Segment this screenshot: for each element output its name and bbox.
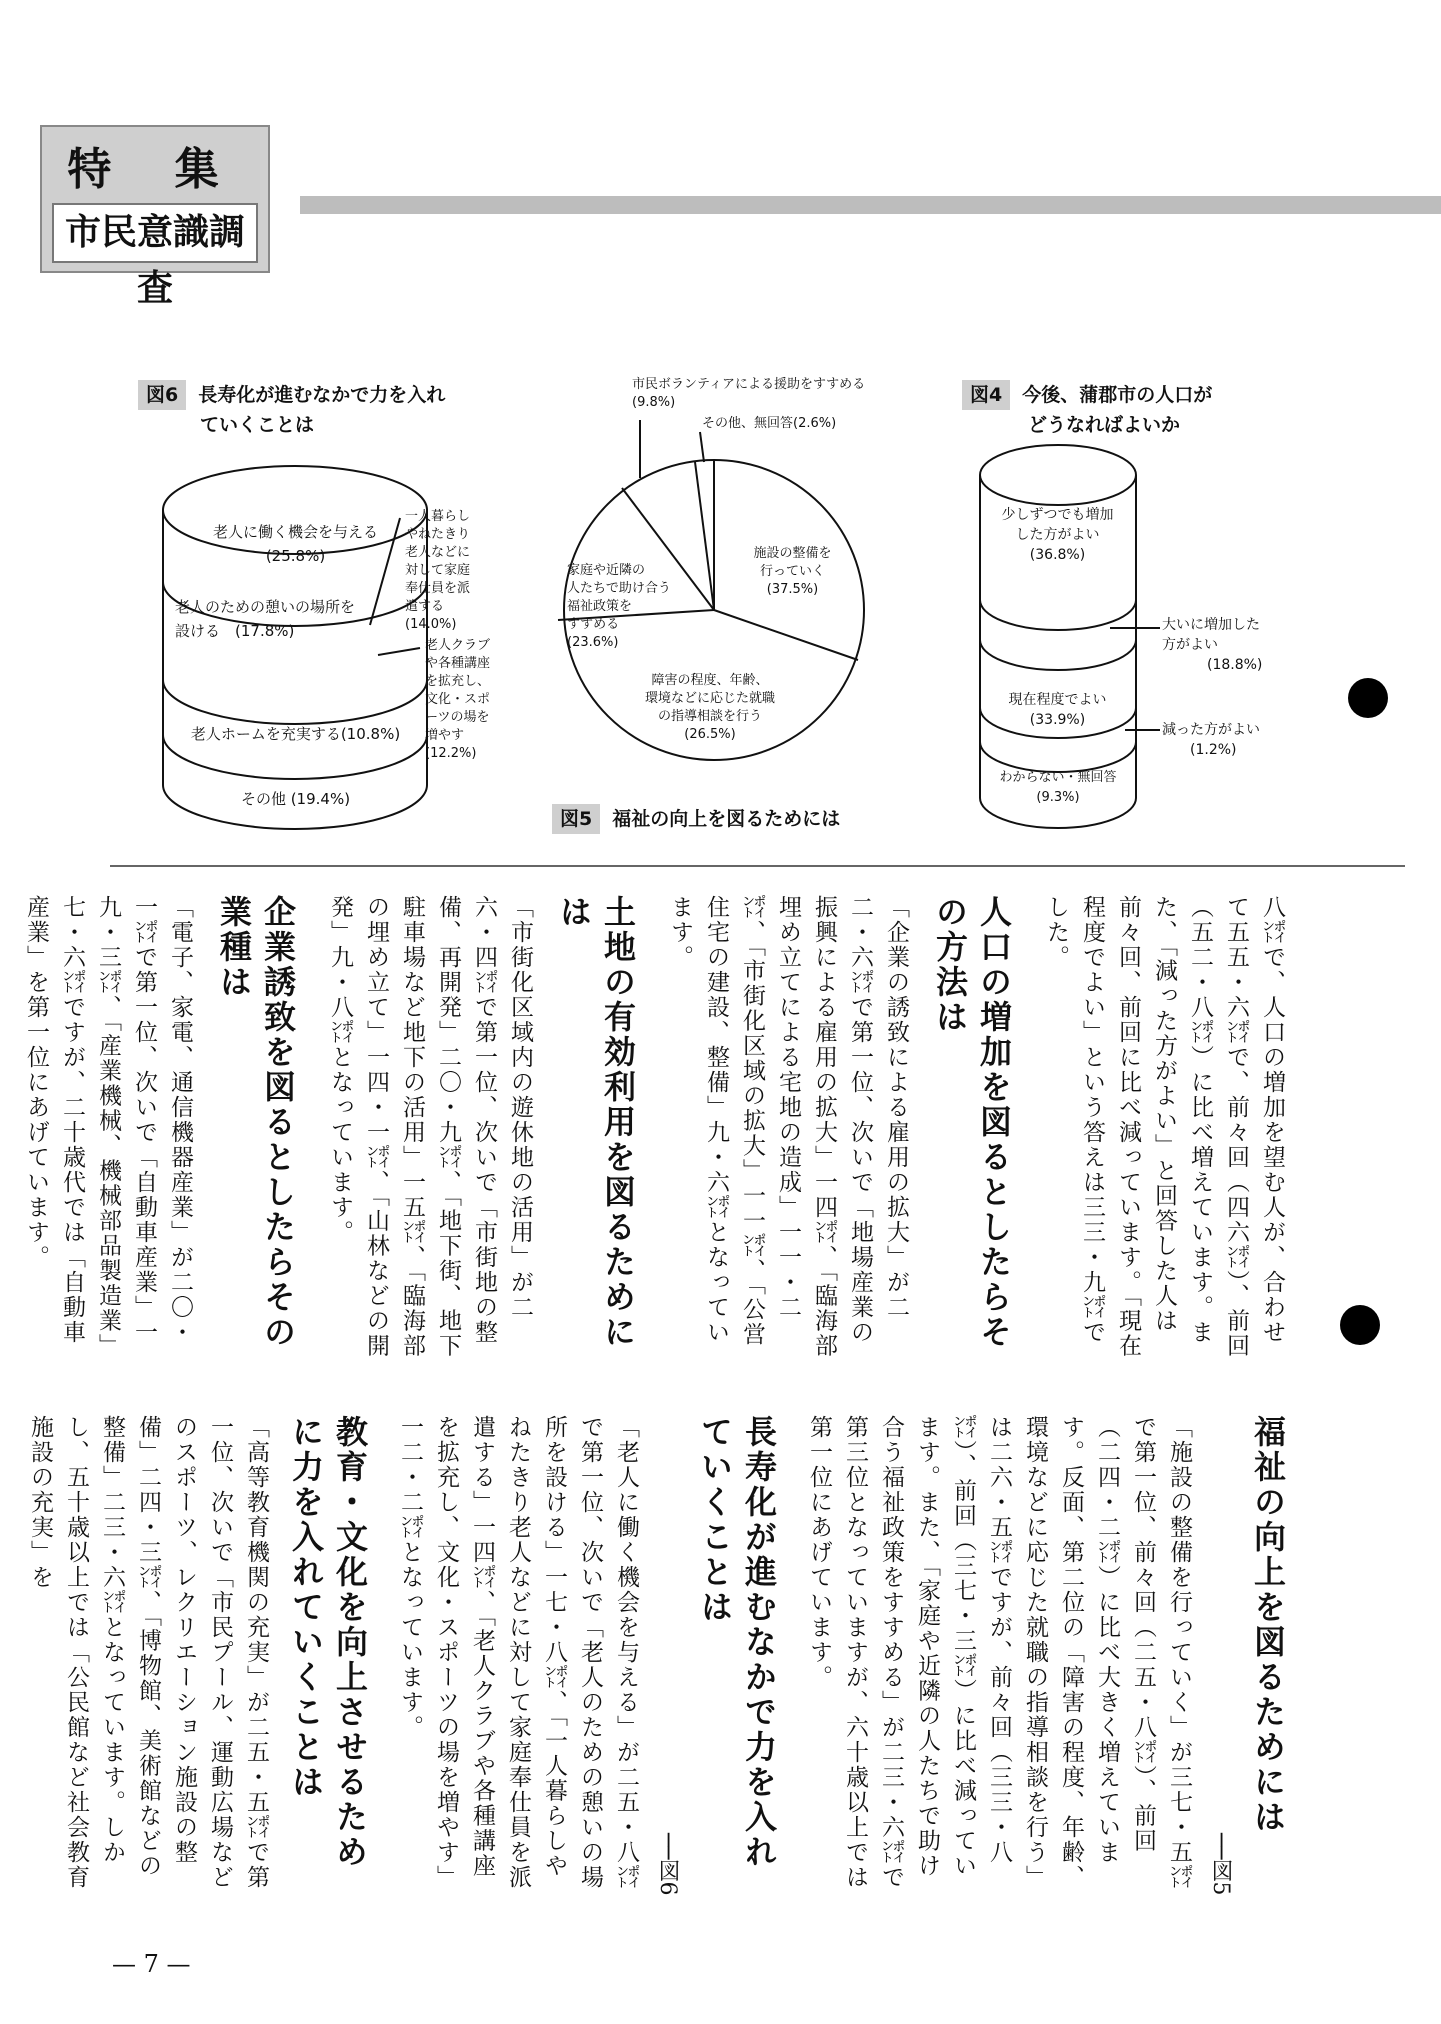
fig6-side1-l4: 対して家庭	[405, 563, 471, 578]
fig4-item-2-l1: 大いに増加した	[1162, 617, 1260, 633]
fig4-item-3-l1: 現在程度でよい	[1008, 692, 1107, 708]
fig6-side1-l3: 老人などに	[405, 545, 471, 560]
fig5-slice-boundary-5	[714, 610, 858, 660]
fig5-slice-3-value: (23.6%)	[567, 635, 619, 650]
fig6-item-4-text: その他 (19.4%)	[240, 790, 351, 808]
fig6-item-2	[175, 595, 425, 643]
fig4-band-line-1	[980, 600, 1136, 630]
lower-ref-1: ──図5	[1208, 1832, 1233, 1895]
section-title: 市民意識調査	[52, 203, 258, 263]
fig5-slice-2-label	[625, 672, 795, 744]
upper-heading-3: 企業誘致を図るとしたらその業種は	[215, 895, 297, 1350]
fig5-slice-2-value: (26.5%)	[684, 727, 736, 742]
fig5-slice-4-label	[632, 376, 932, 412]
fig5-slice-4-value: (9.8%)	[632, 395, 676, 410]
fig6-side1-l6: 遣する	[405, 599, 445, 614]
fig5-slice-3-l3: 福祉政策を	[567, 599, 633, 614]
fig4-title-line1: 今後、蒲郡市の人口が	[1022, 384, 1213, 406]
fig5-slice-5-label	[702, 415, 902, 433]
fig6-side2-l5: ーツの場を	[425, 710, 490, 725]
fig4-item-1-value: (36.8%)	[1029, 547, 1086, 563]
fig4-item-3	[985, 690, 1130, 730]
fig4-label: 図4	[962, 380, 1010, 410]
section-divider	[110, 865, 1405, 867]
fig5-slice-2-l2: 環境などに応じた就職	[644, 691, 775, 706]
fig4-item-1-l2: した方がよい	[1015, 527, 1100, 543]
fig6-side1-l1: 一人暮らし	[405, 509, 471, 524]
lower-paragraph-3: 「高等教育機関の充実」が二五・五㌽で第一位、次いで「市民プール、運動広場などのスポーツ、レクリエーション施設の整備」二四・三㌽、「博物館、美術館などの整備」二三・六㌽となっています。しかし、五十歳以上では「公民館など社会教育施設の充実」を	[27, 1415, 269, 1890]
fig6-side-label-1	[405, 508, 505, 634]
fig6-item-2-text: 老人のための憩いの場所を	[175, 598, 356, 616]
lower-heading-1: 福祉の向上を図るためには	[1249, 1415, 1287, 1835]
feature-label: 特 集	[67, 144, 243, 195]
fig6-side1-l7: (14.0%)	[405, 617, 457, 632]
upper-article	[23, 895, 1290, 1390]
fig6-side2-l1: 老人クラブ	[425, 638, 491, 653]
upper-paragraph-1: 「企業の誘致による雇用の拡大」が二二・六㌽で第一位、次いで「地場産業の振興による雇用の拡大」一四㌽、「臨海部埋め立てによる宅地の造成」一一・二㌽、「市街化区域の拡大」一一㌽、「公営住宅の建設、整備」九・六㌽となっています。	[667, 895, 909, 1359]
fig5-title-text: 福祉の向上を図るためには	[612, 808, 841, 830]
fig6-item-2-value: 設ける (17.8%)	[175, 622, 295, 640]
lower-ref-2: ──図6	[655, 1832, 680, 1895]
upper-intro: 八㌽で、人口の増加を望む人が、合わせて五五・六㌽で、前々回（四六㌽）、前回（五二・八㌽）に比べ増えています。また、「減った方がよい」と回答した人は前々回、前回に比べ減っています。「現在程度でよい」という答えは三三・九㌽でした。	[1043, 895, 1285, 1359]
fig6-side2-l4: 文化・スポ	[425, 692, 491, 707]
fig5-slice-1-value: (37.5%)	[766, 582, 819, 597]
fig5-slice-3-l4: すすめる	[567, 617, 620, 632]
fig5-label: 図5	[552, 804, 600, 834]
fig4-item-2	[1162, 615, 1292, 675]
fig6-label: 図6	[138, 380, 186, 410]
fig6-band-line-2	[163, 680, 427, 724]
fig4-item-1-l1: 少しずつでも増加	[1001, 507, 1114, 523]
upper-paragraph-2: 「市街化区域内の遊休地の活用」が二六・四㌽で第一位、次いで「市街地の整備、再開発」二〇・九㌽、「地下街、地下駐車場など地下の活用」一五㌽、「臨海部の埋め立て」一四・一㌽、「山林などの開発」九・八㌽となっています。	[327, 895, 533, 1359]
fig5-slice-1-l2: 行っていく	[759, 564, 825, 579]
fig4-band-line-2	[980, 640, 1136, 670]
fig4-item-4	[1162, 720, 1292, 760]
fig6-side-label-2	[425, 637, 525, 763]
page-number: — 7 —	[112, 1950, 191, 1978]
fig6-item-1	[168, 520, 423, 568]
fig4-item-5-l1: わからない・無回答	[999, 770, 1117, 785]
upper-paragraph-3: 「電子、家電、通信機器産業」が二〇・一㌽で第一位、次いで「自動車産業」一九・三㌽、「産業機械、機械部品製造業」七・六㌽ですが、二十歳代では「自動車産業」を第一位にあげています。	[23, 895, 193, 1359]
bullet-dot-1	[1348, 678, 1388, 718]
fig6-item-1-text: 老人に働く機会を与える	[212, 523, 378, 541]
fig6-side2-l7: (12.2%)	[425, 746, 477, 761]
fig5-slice-1-l1: 施設の整備を	[753, 546, 832, 561]
fig5-slice-1-label	[730, 545, 855, 599]
fig6-leader-2	[378, 648, 420, 655]
fig4-cylinder-top	[980, 445, 1136, 505]
fig5-slice-3-l2: 人たちで助け合う	[567, 581, 671, 596]
lower-article	[27, 1415, 1290, 1915]
fig4-item-4-l1: 減った方がよい	[1162, 722, 1260, 738]
lower-paragraph-1: 「施設の整備を行っていく」が三七・五㌽で第一位、前々回（二五・八㌽）、前回（二四・二㌽）に比べ大きく増えています。反面、第二位の「障害の程度、年齢、環境などに応じた就職の指導相談を行う」は二六・五㌽ですが、前々回（三三・八㌽）、前回（三七・三㌽）に比べ減っています。また、「家庭や近隣の人たちで助け合う福祉政策をすすめる」が二三・六㌽で第三位となっていますが、六十歳以上では第一位にあげています。	[806, 1415, 1192, 1890]
fig6-side2-l6: 増やす	[425, 728, 465, 743]
fig6-item-3-text: 老人ホームを充実する(10.8%)	[190, 725, 401, 743]
fig5-slice-3-l1: 家庭や近隣の	[567, 563, 646, 578]
fig6-title-line1: 長寿化が進むなかで力を入れ	[198, 384, 446, 406]
bullet-dot-2	[1340, 1305, 1380, 1345]
fig4-item-5-value: (9.3%)	[1036, 790, 1080, 805]
upper-heading-2: 土地の有効利用を図るためには	[555, 895, 637, 1350]
lower-paragraph-2: 「老人に働く機会を与える」が二五・八㌽で第一位、次いで「老人のための憩いの場所を設ける」一七・八㌽、「一人暮らしやねたきり老人などに対して家庭奉仕員を派遣する」一四㌽、「老人クラブや各種講座を拡充し、文化・スポーツの場を増やす」一二・二㌽となっています。	[397, 1415, 639, 1890]
fig4-title-line2: どうなればよいか	[1028, 414, 1181, 436]
fig6-side2-l3: を拡充し、	[425, 674, 491, 689]
upper-heading-1: 人口の増加を図るとしたらその方法は	[931, 895, 1013, 1350]
fig6-side1-l5: 奉仕員を派	[405, 581, 471, 596]
fig5-slice-2-l3: の指導相談を行う	[657, 709, 762, 724]
fig4-item-5	[982, 768, 1134, 808]
fig5-slice-3-label	[567, 562, 717, 652]
fig4-item-4-value: (1.2%)	[1190, 742, 1237, 758]
fig6-item-3	[168, 725, 423, 743]
lower-heading-2: 長寿化が進むなかで力を入れていくことは	[696, 1415, 778, 1870]
fig4-item-2-value: (18.8%)	[1207, 657, 1263, 673]
lower-heading-3: 教育・文化を向上させるために力を入れていくことは	[287, 1415, 369, 1870]
fig6-item-1-value: (25.8%)	[265, 547, 326, 565]
fig4-item-2-l2: 方がよい	[1162, 637, 1218, 653]
fig6-title-line2: ていくことは	[200, 414, 315, 436]
fig4-item-1	[985, 505, 1130, 565]
fig4-item-3-value: (33.9%)	[1029, 712, 1086, 728]
fig6-side2-l2: や各種講座	[425, 656, 491, 671]
fig5-slice-4-l1: 市民ボランティアによる援助をすすめる	[632, 377, 866, 392]
fig6-side1-l2: やねたきり	[405, 527, 471, 542]
fig5-slice-2-l1: 障害の程度、年齢、	[651, 673, 769, 688]
fig5-slice-5-l1: その他、無回答(2.6%)	[702, 416, 837, 431]
fig6-item-4	[168, 790, 423, 808]
fig5-leader-2	[700, 432, 704, 462]
